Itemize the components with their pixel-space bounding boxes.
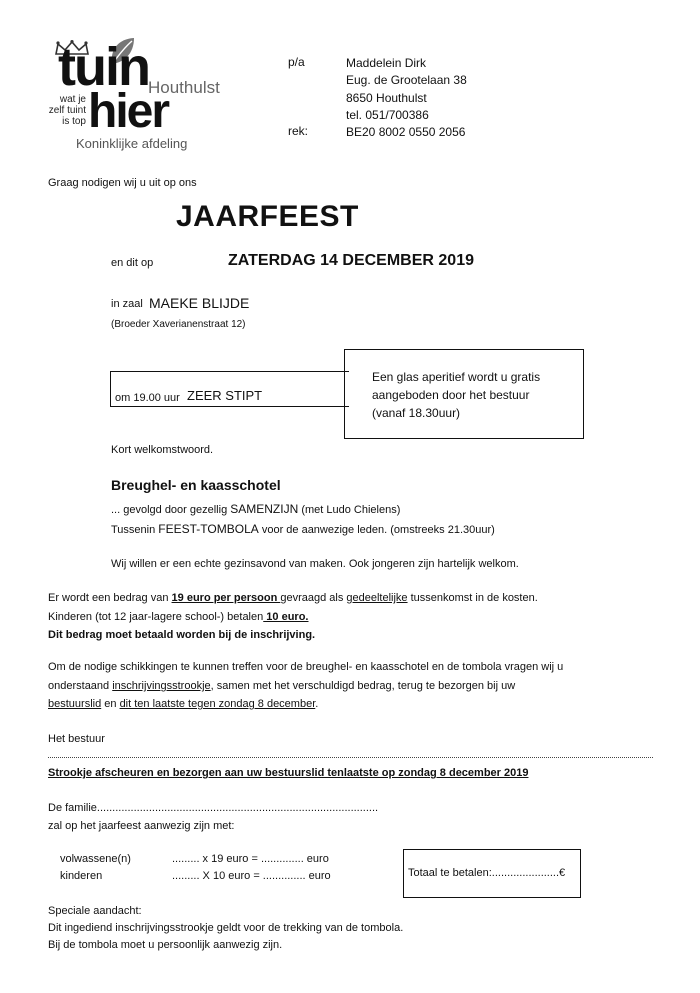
request-line-2 xyxy=(48,680,515,692)
cost-text: gevraagd als xyxy=(280,592,347,604)
logo-subtitle: Koninklijke afdeling xyxy=(76,136,188,151)
tagline-line: wat je xyxy=(59,94,86,105)
note-line: Dit ingediend inschrijvingsstrookje geldt voor de trekking van de tombola. xyxy=(48,922,404,934)
aperitif-text xyxy=(372,368,540,422)
menu-line-2-suffix: voor de aanwezige leden. (omstreeks 21.30uur) xyxy=(261,524,495,536)
aperitif-line: aangeboden door het bestuur xyxy=(372,388,530,402)
family-label: De familie xyxy=(48,802,97,814)
cut-instruction: Strookje afscheuren en bezorgen aan uw bestuurslid tenlaatste op zondag 8 december 2019 xyxy=(48,767,529,779)
deadline-text: dit ten laatste tegen zondag 8 december xyxy=(119,698,316,710)
family-name-line xyxy=(48,802,378,814)
request-line-3 xyxy=(48,698,318,710)
menu-line-2-prefix: Tussenin xyxy=(111,524,156,536)
total-field[interactable]: ...................... xyxy=(491,867,560,879)
total-label: Totaal te betalen: xyxy=(408,867,492,879)
family-name-field[interactable]: ............................................................................................ xyxy=(96,802,379,814)
menu-line-2 xyxy=(111,522,495,536)
aperitif-line: Een glas aperitief wordt u gratis xyxy=(372,370,541,384)
partial-word: gedeeltelijke xyxy=(346,592,408,604)
family-evening-text: Wij willen er een echte gezinsavond van maken. Ook jongeren zijn hartelijk welkom. xyxy=(111,558,519,570)
cut-line xyxy=(48,757,653,758)
total-line xyxy=(408,867,565,879)
time-emphasis: ZEER STIPT xyxy=(187,388,263,403)
logo-tagline xyxy=(42,94,86,127)
contact-street: Eug. de Grootelaan 38 xyxy=(346,73,467,88)
signature: Het bestuur xyxy=(48,733,105,745)
contact-address xyxy=(346,55,467,141)
tuinhier-logo xyxy=(38,36,238,156)
attend-text: zal op het jaarfeest aanwezig zijn met: xyxy=(48,820,235,832)
venue-prefix: in zaal xyxy=(111,298,143,310)
contact-phone: tel. 051/700386 xyxy=(346,107,429,122)
cost-line-2 xyxy=(48,611,309,623)
request-text: onderstaand xyxy=(48,680,113,692)
cost-line-1 xyxy=(48,592,538,604)
invite-intro: Graag nodigen wij u uit op ons xyxy=(48,177,197,189)
venue-name: MAEKE BLIJDE xyxy=(149,295,250,311)
tagline-line: zelf tuint xyxy=(48,105,86,116)
request-text: , samen met het verschuldigd bedrag, terug te bezorgen bij uw xyxy=(210,680,516,692)
date-prefix: en dit op xyxy=(111,257,154,269)
dish-title: Breughel- en kaasschotel xyxy=(111,477,281,493)
request-text: en xyxy=(101,698,120,710)
notes-title: Speciale aandacht: xyxy=(48,905,142,917)
aperitif-line: (vanaf 18.30uur) xyxy=(372,406,461,420)
event-date: ZATERDAG 14 DECEMBER 2019 xyxy=(228,252,474,269)
adults-calc-field[interactable]: ......... x 19 euro = .............. euro xyxy=(172,853,329,865)
contact-name: Maddelein Dirk xyxy=(346,56,427,70)
euro-symbol: € xyxy=(559,867,566,879)
child-price: 10 euro. xyxy=(263,611,309,623)
logo-word-tuin: tuin xyxy=(58,37,149,97)
slip-reference: inschrijvingsstrookje xyxy=(112,680,211,692)
venue-address: (Broeder Xaverianenstraat 12) xyxy=(111,319,246,330)
contact-account: BE20 8002 0550 2056 xyxy=(346,125,466,140)
rek-label: rek: xyxy=(288,124,309,138)
note-line: Bij de tombola moet u persoonlijk aanwezig zijn. xyxy=(48,939,283,951)
menu-line-1-suffix: (met Ludo Chielens) xyxy=(301,504,401,516)
request-line-1: Om de nodige schikkingen te kunnen treffen voor de breughel- en kaasschotel en de tombola vragen wij u xyxy=(48,661,564,673)
children-calc-field[interactable]: ......... X 10 euro = .............. euro xyxy=(172,870,331,882)
welcome-text: Kort welkomstwoord. xyxy=(111,444,214,456)
adult-price: 19 euro per persoon xyxy=(171,592,281,604)
tagline-line: is top xyxy=(62,116,86,127)
menu-line-1 xyxy=(111,502,400,516)
contact-city: 8650 Houthulst xyxy=(346,90,427,105)
board-member-reference: bestuurslid xyxy=(48,698,102,710)
cost-text: Er wordt een bedrag van xyxy=(48,592,172,604)
time-prefix: om 19.00 uur xyxy=(115,392,180,404)
cost-text: tussenkomst in de kosten. xyxy=(407,592,538,604)
menu-line-2-emphasis: FEEST-TOMBOLA xyxy=(158,522,259,536)
logo-word-hier: hier xyxy=(88,85,169,138)
payment-note: Dit bedrag moet betaald worden bij de inschrijving. xyxy=(48,629,316,641)
children-label: kinderen xyxy=(60,870,103,882)
request-text: . xyxy=(315,698,319,710)
adults-label: volwassene(n) xyxy=(60,853,131,865)
pa-label: p/a xyxy=(288,55,305,69)
logo-town: Houthulst xyxy=(148,78,220,97)
menu-line-1-prefix: ... gevolgd door gezellig xyxy=(111,504,228,516)
menu-line-1-emphasis: SAMENZIJN xyxy=(230,502,299,516)
cost-text: Kinderen (tot 12 jaar-lagere school-) betalen xyxy=(48,611,264,623)
event-title: JAARFEEST xyxy=(176,200,359,233)
